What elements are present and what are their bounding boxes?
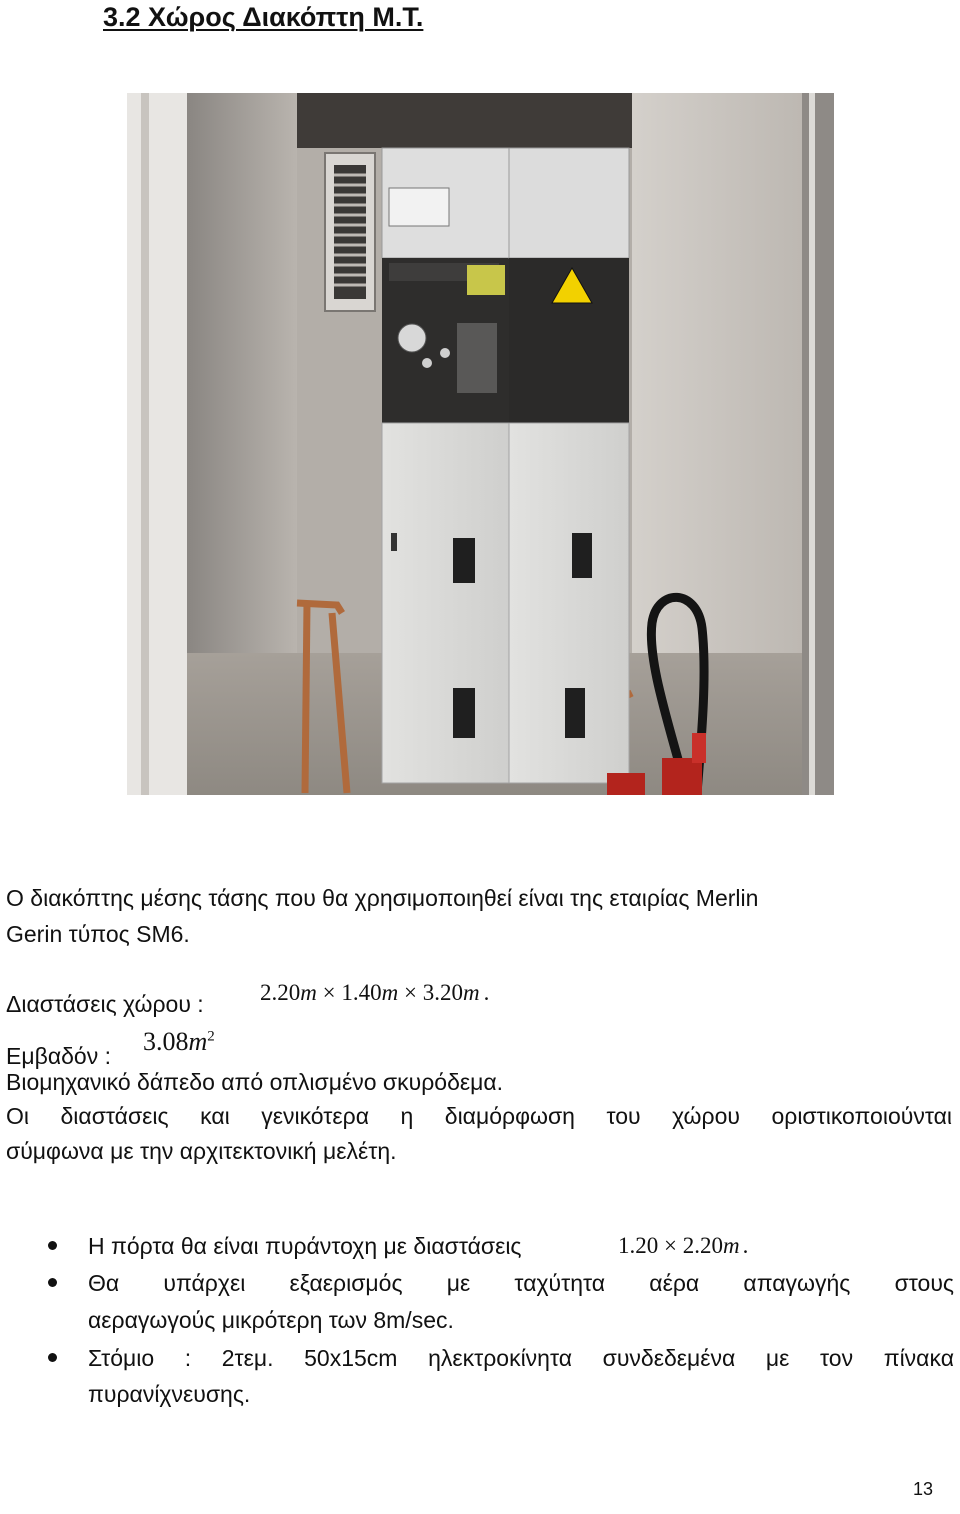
times-sign: × [403, 980, 417, 1005]
bullet-dot [48, 1353, 57, 1362]
times-sign: × [322, 980, 336, 1005]
bullet-dot [48, 1278, 57, 1287]
door-text: Η πόρτα θα είναι πυράντοχη με διαστάσεις [88, 1233, 522, 1259]
vent-line-2: αεραγωγούς μικρότερη των 8m/sec. [88, 1307, 454, 1333]
door-dims [618, 1228, 748, 1264]
intro-line-1: Ο διακόπτης μέσης τάσης που θα χρησιμοποιηθεί είναι της εταιρίας Merlin [6, 885, 759, 911]
area-unit: m [188, 1027, 208, 1056]
door-width: 1.20 [618, 1233, 659, 1258]
dim-end: . [483, 980, 490, 1005]
switchgear-photo [127, 93, 834, 795]
vent-line-1: Θα υπάρχει εξαερισμός με ταχύτητα αέρα απαγωγής στους [88, 1270, 954, 1296]
dim-c-unit: m [462, 980, 480, 1005]
door-end: . [742, 1233, 749, 1258]
intro-line-2: Gerin τύπος SM6. [6, 921, 190, 947]
area-exponent: 2 [207, 1028, 215, 1045]
grille-line-2: πυρανίχνευσης. [88, 1381, 251, 1407]
dimensions-formula [260, 980, 489, 1006]
area-formula [143, 1027, 215, 1057]
dim-c: 3.20 [422, 980, 463, 1005]
dim-a-unit: m [300, 980, 317, 1005]
times-sign: × [664, 1233, 677, 1258]
area-value: 3.08 [143, 1027, 189, 1056]
dimensions-label: Διαστάσεις χώρου : [6, 991, 204, 1017]
grille-line-1: Στόμιο : 2τεμ. 50x15cm ηλεκτροκίνητα συνδεδεμένα με τον πίνακα [88, 1345, 954, 1371]
area-label: Εμβαδόν : [6, 1043, 111, 1069]
note-line-2: σύμφωνα με την αρχιτεκτονική μελέτη. [6, 1138, 397, 1164]
dim-b-unit: m [381, 980, 399, 1005]
bullet-dot [48, 1241, 57, 1250]
section-heading: 3.2 Χώρος Διακόπτη Μ.Τ. [103, 2, 424, 32]
door-unit: m [722, 1233, 740, 1258]
floor-text: Βιομηχανικό δάπεδο από οπλισμένο σκυρόδεμα. [6, 1069, 504, 1095]
dim-b: 1.40 [341, 980, 382, 1005]
dim-a: 2.20 [260, 980, 301, 1005]
page-number: 13 [912, 1479, 933, 1499]
door-height: 2.20 [682, 1233, 723, 1258]
note-line-1: Οι διαστάσεις και γενικότερα η διαμόρφωση του χώρου οριστικοποιούνται [6, 1103, 952, 1129]
